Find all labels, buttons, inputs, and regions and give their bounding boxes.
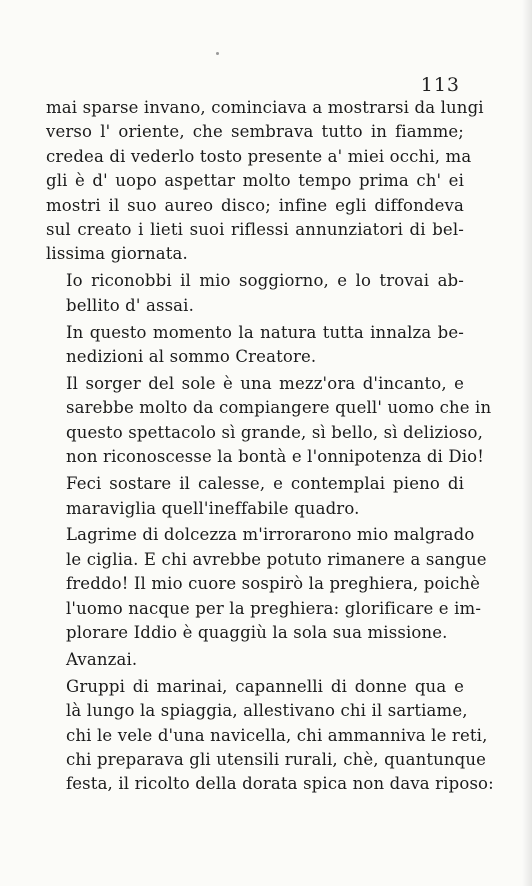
text-line: bellito d' assai.: [66, 295, 194, 315]
text-line: In questo momento la natura tutta innalza be-: [66, 322, 464, 342]
paragraph: [46, 96, 484, 267]
text-line: Gruppi di marinai, capannelli di donne qua e: [66, 676, 464, 696]
text-line: l'uomo nacque per la preghiera: glorificare e im-: [66, 598, 482, 618]
text-line: questo spettacolo sì grande, sì bello, sì delizioso,: [66, 422, 483, 442]
page-number: 113: [420, 74, 460, 96]
paragraph: [46, 648, 464, 672]
text-line: chi le vele d'una navicella, chi ammanniva le reti,: [66, 725, 488, 745]
text-line: non riconoscesse la bontà e l'onnipotenza di Dio!: [66, 447, 485, 467]
paragraph: [46, 269, 464, 318]
text-line: sul creato i lieti suoi riflessi annunziatori di bel-: [46, 220, 464, 240]
text-line: Il sorger del sole è una mezz'ora d'incanto, e: [66, 373, 464, 393]
paper-speck: [216, 52, 219, 55]
paragraph: [46, 523, 487, 645]
paragraph: [46, 472, 464, 521]
text-line: verso l' oriente, che sembrava tutto in fiamme;: [46, 122, 464, 142]
text-line: credea di vederlo tosto presente a' miei occhi, ma: [46, 146, 472, 166]
text-line: Feci sostare il calesse, e contemplai pieno di: [66, 474, 464, 494]
page-edge-shadow: [522, 0, 532, 886]
text-line: le ciglia. E chi avrebbe potuto rimanere a sangue: [66, 549, 487, 569]
text-line: Io riconobbi il mio soggiorno, e lo trovai ab-: [66, 271, 464, 291]
text-line: nedizioni al sommo Creatore.: [66, 347, 317, 367]
text-line: maraviglia quell'ineffabile quadro.: [66, 498, 360, 518]
text-line: mostri il suo aureo disco; infine egli diffondeva: [46, 195, 464, 215]
paragraph: [46, 372, 492, 470]
text-line: Lagrime di dolcezza m'irrorarono mio malgrado: [66, 525, 475, 545]
text-line: festa, il ricolto della dorata spica non dava riposo:: [66, 774, 494, 794]
body-text: [46, 96, 494, 799]
text-line: gli è d' uopo aspettar molto tempo prima ch' ei: [46, 171, 464, 191]
text-line: freddo! Il mio cuore sospirò la preghiera, poichè: [66, 574, 481, 594]
paragraph: [46, 675, 494, 797]
paragraph: [46, 321, 464, 370]
text-line: Avanzai.: [66, 649, 138, 669]
text-line: sarebbe molto da compiangere quell' uomo che in: [66, 398, 492, 418]
text-line: là lungo la spiaggia, allestivano chi il sartiame,: [66, 701, 468, 721]
text-line: plorare Iddio è quaggiù la sola sua missione.: [66, 623, 448, 643]
text-line: mai sparse invano, cominciava a mostrarsi da lungi: [46, 98, 484, 117]
text-line: lissima giornata.: [46, 244, 188, 264]
text-line: chi preparava gli utensili rurali, chè, quantunque: [66, 750, 487, 770]
